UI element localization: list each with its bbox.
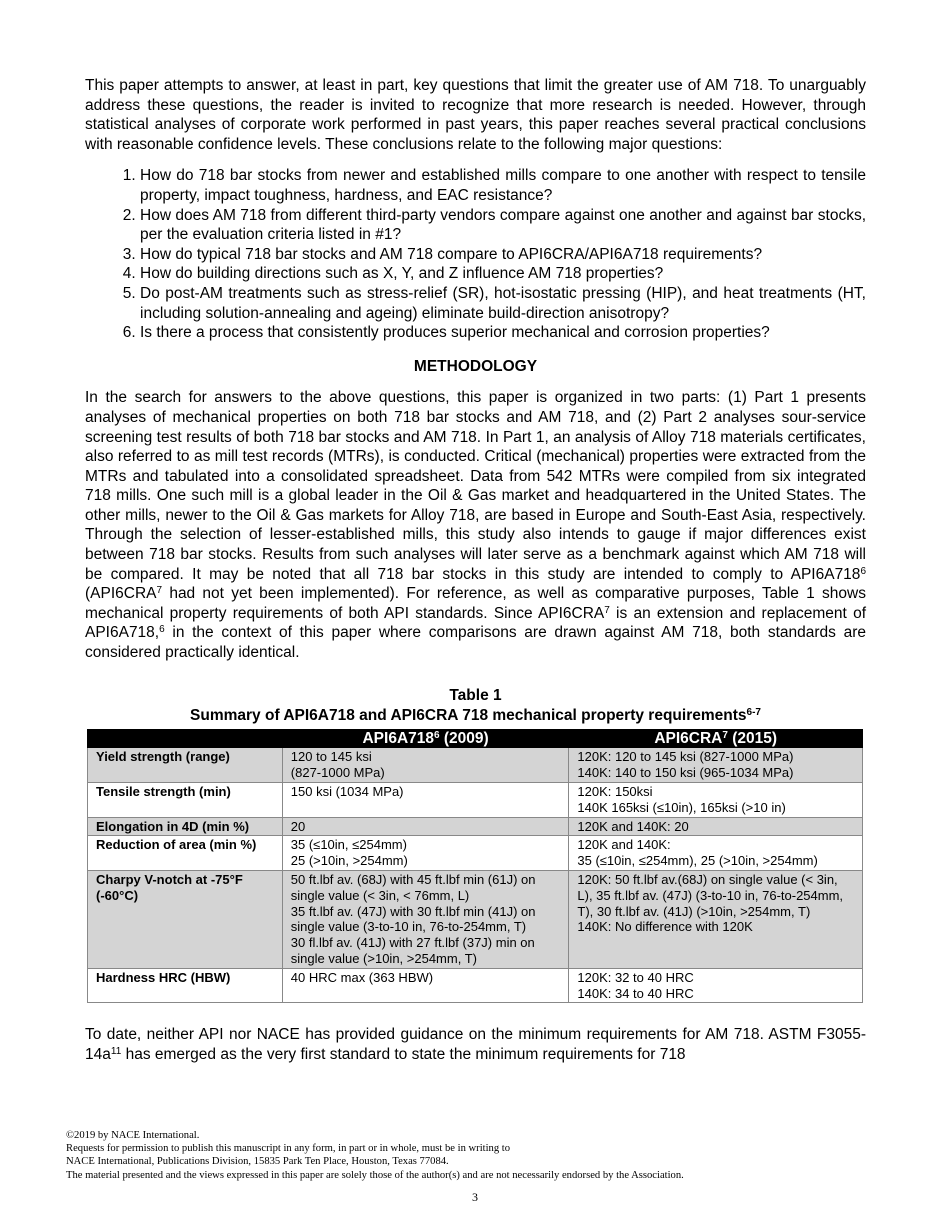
table-number: Table 1 [449,686,502,704]
api6cra-cell: 120K: 120 to 145 ksi (827-1000 MPa) 140K: 140 to 150 ksi (965-1034 MPa) [569,748,863,783]
row-label: Tensile strength (min) [88,783,283,818]
api6a718-cell: 50 ft.lbf av. (68J) with 45 ft.lbf min (61J) on single value (< 3in, < 76mm, L) 35 ft.lbf av. (47J) with 30 ft.lbf min (41J) on single value (3-to-10 in, 76-to-254mm, T) 30 fl.lbf av. (41J) with 27 ft.lbf (37J) min on single value (>10in, >254mm, T) [282,871,569,969]
table-row [88,783,863,818]
methodology-text: had not yet been implemented). For reference, as well as comparative purposes, Table 1 shows mechanical property requirements of both API standards. Since API6CRA [85,585,866,622]
question-item: 1. How do 718 bar stocks from newer and established mills compare to one another with respect to tensile property, impact toughness, hardness, and EAC resistance? [140,166,866,205]
reference-marker: 7 [156,585,163,597]
closing-paragraph: To date, neither API nor NACE has provided guidance on the minimum requirements for AM 718. ASTM $F3055-14a^{11}$ has emerged as the very first standard to state the minimum requirements for 718 [85,1026,866,1063]
row-label: Elongation in 4D (min %) [88,817,283,836]
reference-marker: 11 [110,1045,122,1057]
table-row [88,748,863,783]
api6a718-cell: 120 to 145 ksi (827-1000 MPa) [282,748,569,783]
api6cra-cell: 120K: 32 to 40 HRC 140K: 34 to 40 HRC [569,968,863,1003]
question-item: 5. Do post-AM treatments such as stress-relief (SR), hot-isostatic pressing (HIP), and heat treatments (HT, including solution-annealing and ageing) eliminate build-direction anisotropy? [140,284,866,323]
question-item: 3. How do typical 718 bar stocks and AM 718 compare to API6CRA/API6A718 requirements? [140,245,866,265]
table-row [88,968,863,1003]
reference-marker: 6 [159,624,165,636]
question-item: 6. Is there a process that consistently produces superior mechanical and corrosion properties? [140,323,866,343]
page-content [85,76,866,1065]
copyright-footer [66,1129,886,1182]
methodology-text: in the context of this paper where comparisons are drawn against AM 718, both standards are considered practically identical. [85,624,866,662]
page-number: 3 [472,1190,478,1204]
questions-list [85,166,866,342]
api6a718-cell: 35 (≤10in, ≤254mm) 25 (>10in, >254mm) [282,836,569,871]
header-api6cra: API6CRA$^7$ (2015) [569,729,863,748]
footer-line: The material presented and the views expressed in this paper are solely those of the author(s) and are not necessarily endorsed by the Association. [66,1169,684,1181]
question-item: 2. How does AM 718 from different third-party vendors compare against one another and against bar stocks, per the evaluation criteria listed in #1? [140,206,866,245]
methodology-text: In the search for answers to the above questions, this paper is organized in two parts: (1) Part 1 presents analyses of mechanical properties on both 718 bar stocks and AM 718, and (2) Part 2 analyses sour-service screening test results of both 718 bar stocks and AM 718. In Part 1, an analysis of Alloy 718 materials certificates, also referred to as mill test records (MTRs), is conducted. Critical (mechanical) properties were extracted from the MTRs and tabulated into a consolidated spreadsheet. Data from 542 MTRs were compiled from six integrated 718 mills. One such mill is a global leader in the Oil & Gas market and headquartered in the United States. The other mills, newer to the Oil & Gas markets for Alloy 718, are based in Europe and South-East Asia, respectively. Through the selection of lesser-established mills, this study also intends to gauge if major differences exist between 718 bar stocks. Results from such analyses will later serve as a benchmark against which AM 718 will be compared. It may be noted that all 718 bar stocks in this study are intended to comply to API6A718 [85,389,866,583]
table-row [88,836,863,871]
table-caption [85,686,866,726]
api6cra-cell: 120K and 140K: 35 (≤10in, ≤254mm), 25 (>10in, >254mm) [569,836,863,871]
requirements-table [87,729,863,1004]
reference-marker: 6 [860,565,866,577]
header-empty [88,729,283,748]
methodology-text: is an extension and replacement of API6A718, [85,604,866,642]
row-label: Reduction of area (min %) [88,836,283,871]
api6a718-cell: 40 HRC max (363 HBW) [282,968,569,1003]
api6cra-cell: 120K: 50 ft.lbf av.(68J) on single value (< 3in, L), 35 ft.lbf av. (47J) (3-to-10 in, 76-to-254mm, T), 30 ft.lbf av. (41J) (>10in, >254mm, T) 140K: No difference with 120K [569,871,863,969]
table-header-row [88,729,863,748]
table-title: Summary of API6A718 and API6CRA 718 mechanical property requirements$^{6-7}$ [190,706,761,724]
intro-paragraph: This paper attempts to answer, at least in part, key questions that limit the greater use of AM 718. To unarguably address these questions, the reader is invited to recognize that more research is needed. However, through statistical analyses of corporate work performed in past years, this paper reaches several practical conclusions with reasonable confidence levels. These conclusions relate to the following major questions: [85,77,866,153]
question-item: 4. How do building directions such as X, Y, and Z influence AM 718 properties? [140,264,866,284]
table-row [88,817,863,836]
methodology-text: (API6CRA [85,585,157,603]
reference-marker: 7 [604,604,610,616]
row-label: Charpy V-notch at -75°F (-60°C) [88,871,283,969]
footer-line: Requests for permission to publish this manuscript in any form, in part or in whole, must be in writing to [66,1143,511,1155]
row-label: Yield strength (range) [88,748,283,783]
table-row [88,871,863,969]
api6a718-cell: 150 ksi (1034 MPa) [282,783,569,818]
reference-marker: 6-7 [746,706,761,718]
row-label: Hardness HRC (HBW) [88,968,283,1003]
api6a718-cell: 20 [282,817,569,836]
api6cra-cell: 120K and 140K: 20 [569,817,863,836]
methodology-paragraph [85,388,866,662]
footer-line: NACE International, Publications Division, 15835 Park Ten Place, Houston, Texas 77084. [66,1156,449,1168]
section-heading: METHODOLOGY [413,357,538,375]
footer-line: ©2019 by NACE International. [66,1130,200,1141]
api6cra-cell: 120K: 150ksi 140K 165ksi (≤10in), 165ksi (>10 in) [569,783,863,818]
header-api6a718: $API6A718^6$ (2009) [282,729,569,748]
